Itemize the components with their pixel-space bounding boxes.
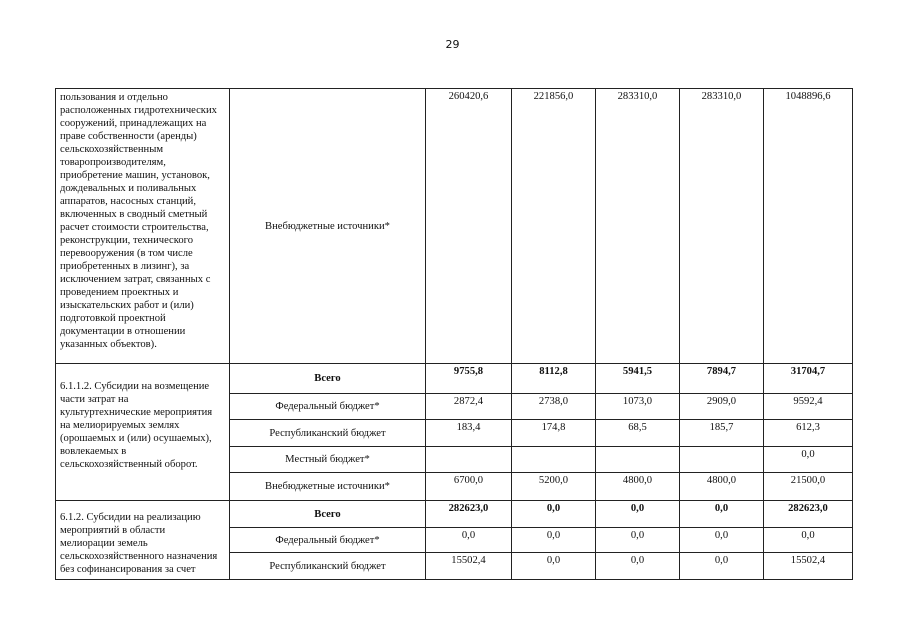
value-cell: 221856,0 — [512, 89, 596, 364]
value-cell — [512, 447, 596, 473]
row-description: 6.1.1.2. Субсидии на возмещение части затрат на культуртехнические мероприятия на мелиорируемых землях (орошаемых и (или) осушаемых), вовлекаемых в сельскохозяйственный оборот. — [56, 364, 230, 501]
value-cell: 174,8 — [512, 420, 596, 447]
value-cell — [426, 447, 512, 473]
value-cell: 0,0 — [764, 528, 853, 553]
row-description: пользования и отдельно расположенных гидротехнических сооружений, принадлежащих на праве собственности (аренды) сельскохозяйственным товаропроизводителям, приобретение машин, установок, дождевальных и поливальных аппаратов, насосных станций, включенных в сводный сметный расчет стоимости строительства, реконструкции, технического перевооружения (в том числе приобретенных в лизинг), за исключением затрат, связанных с проведением проектных и изыскательских работ и (или) подготовкой проектной документации в отношении указанных объектов). — [56, 89, 230, 364]
value-cell: 4800,0 — [596, 473, 680, 501]
table-row — [56, 364, 853, 394]
value-cell: 0,0 — [426, 528, 512, 553]
value-cell: 0,0 — [512, 553, 596, 580]
budget-table — [55, 88, 853, 580]
value-cell: 5200,0 — [512, 473, 596, 501]
funding-source-cell: Республиканский бюджет — [230, 553, 426, 580]
value-cell: 6700,0 — [426, 473, 512, 501]
value-cell: 2872,4 — [426, 394, 512, 420]
value-cell: 282623,0 — [426, 501, 512, 528]
funding-source-cell: Местный бюджет* — [230, 447, 426, 473]
value-cell: 2909,0 — [680, 394, 764, 420]
value-cell: 1073,0 — [596, 394, 680, 420]
value-cell: 0,0 — [680, 553, 764, 580]
value-cell: 68,5 — [596, 420, 680, 447]
value-cell: 31704,7 — [764, 364, 853, 394]
funding-source-cell: Всего — [230, 364, 426, 394]
value-cell: 283310,0 — [596, 89, 680, 364]
value-cell: 260420,6 — [426, 89, 512, 364]
value-cell: 0,0 — [680, 528, 764, 553]
value-cell: 15502,4 — [764, 553, 853, 580]
funding-source-cell: Республиканский бюджет — [230, 420, 426, 447]
table-row — [56, 501, 853, 528]
value-cell: 0,0 — [596, 501, 680, 528]
funding-source-cell: Внебюджетные источники* — [230, 473, 426, 501]
row-description: 6.1.2. Субсидии на реализацию мероприятий в области мелиорации земель сельскохозяйственного назначения без софинансирования за счет — [56, 501, 230, 580]
value-cell — [596, 447, 680, 473]
value-cell: 185,7 — [680, 420, 764, 447]
value-cell: 8112,8 — [512, 364, 596, 394]
value-cell: 1048896,6 — [764, 89, 853, 364]
value-cell: 2738,0 — [512, 394, 596, 420]
value-cell: 612,3 — [764, 420, 853, 447]
value-cell: 5941,5 — [596, 364, 680, 394]
value-cell: 0,0 — [596, 528, 680, 553]
page-number: 29 — [445, 38, 460, 51]
value-cell: 9592,4 — [764, 394, 853, 420]
value-cell — [680, 447, 764, 473]
funding-source-cell: Федеральный бюджет* — [230, 394, 426, 420]
value-cell: 0,0 — [512, 528, 596, 553]
funding-source-cell: Федеральный бюджет* — [230, 528, 426, 553]
value-cell: 283310,0 — [680, 89, 764, 364]
funding-source-cell: Всего — [230, 501, 426, 528]
value-cell: 0,0 — [680, 501, 764, 528]
value-cell: 7894,7 — [680, 364, 764, 394]
value-cell: 21500,0 — [764, 473, 853, 501]
table-row — [56, 89, 853, 364]
value-cell: 0,0 — [596, 553, 680, 580]
value-cell: 15502,4 — [426, 553, 512, 580]
value-cell: 282623,0 — [764, 501, 853, 528]
value-cell: 9755,8 — [426, 364, 512, 394]
value-cell: 4800,0 — [680, 473, 764, 501]
funding-source-cell: Внебюджетные источники* — [230, 89, 426, 364]
value-cell: 0,0 — [764, 447, 853, 473]
value-cell: 183,4 — [426, 420, 512, 447]
value-cell: 0,0 — [512, 501, 596, 528]
